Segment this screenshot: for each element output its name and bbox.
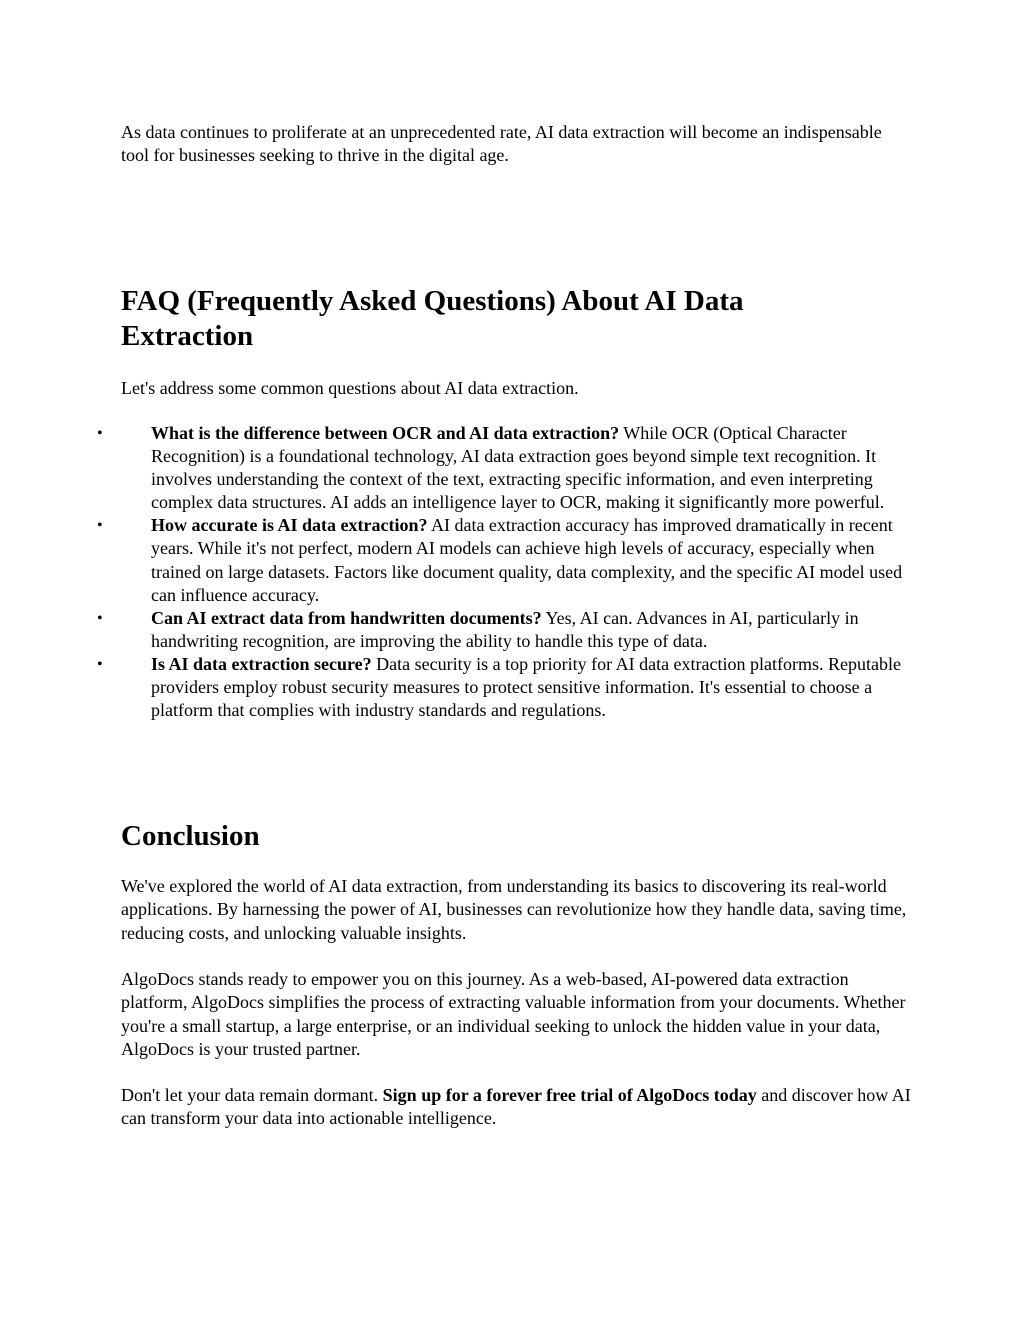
cta-paragraph: [121, 1084, 911, 1131]
intro-paragraph: As data continues to proliferate at an unprecedented rate, AI data extraction will become an indispensable tool for businesses seeking to thrive in the digital age.: [121, 122, 882, 166]
conclusion-heading: Conclusion: [121, 820, 260, 852]
faq-question: How accurate is AI data extraction?: [151, 515, 428, 536]
faq-answer: While OCR (Optical Character Recognition) is a foundational technology, AI data extraction goes beyond simple text recognition. It involves understanding the context of the text, extracting specific information, and even interpreting complex data structures. AI adds an intelligence layer to OCR, making it significantly more powerful.: [151, 423, 885, 513]
cta-block: [121, 1084, 911, 1131]
faq-list: [0, 422, 1024, 722]
faq-heading-block: [121, 284, 821, 354]
faq-item: [0, 422, 911, 514]
faq-answer: Data security is a top priority for AI data extraction platforms. Reputable providers employ robust security measures to protect sensitive information. It's essential to choose a platform that complies with industry standards and regulations.: [151, 653, 901, 721]
faq-answer: Yes, AI can. Advances in AI, particularly in handwriting recognition, are improving the ability to handle this type of data.: [151, 607, 859, 651]
bullet-icon: •: [97, 655, 103, 673]
cta-text-after: and discover how AI can transform your data into actionable intelligence.: [121, 1085, 911, 1129]
faq-item: [0, 653, 911, 722]
conclusion-paragraph-2-block: [121, 968, 911, 1061]
intro-section: [121, 121, 911, 168]
conclusion-paragraph-2: AlgoDocs stands ready to empower you on this journey. As a web-based, AI-powered data extraction platform, AlgoDocs simplifies the process of extracting valuable information from your documents. Whether you're a small startup, a large enterprise, or an individual seeking to unlock the hidden value in your data, AlgoDocs is your trusted partner.: [121, 969, 906, 1059]
conclusion-paragraph-1-block: [121, 875, 911, 945]
conclusion-heading-block: [121, 819, 911, 854]
faq-answer: AI data extraction accuracy has improved dramatically in recent years. While it's not perfect, modern AI models can achieve high levels of accuracy, especially when trained on large datasets. Factors like document quality, data complexity, and the specific AI model used can influence accuracy.: [151, 515, 903, 605]
faq-question: Can AI extract data from handwritten documents?: [151, 607, 542, 628]
faq-lead-paragraph: Let's address some common questions about AI data extraction.: [121, 378, 579, 398]
bullet-icon: •: [97, 425, 103, 442]
cta-text-before: Don't let your data remain dormant.: [121, 1085, 383, 1105]
conclusion-paragraph-1: We've explored the world of AI data extraction, from understanding its basics to discovering its real-world applications. By harnessing the power of AI, businesses can revolutionize how they handle data, saving time, reducing costs, and unlocking valuable insights.: [121, 876, 907, 943]
bullet-icon: •: [97, 609, 103, 627]
cta-emphasis: Sign up for a forever free trial of AlgoDocs today: [382, 1085, 757, 1105]
faq-heading: FAQ (Frequently Asked Questions) About AI Data Extraction: [121, 285, 744, 352]
faq-lead-block: [121, 377, 911, 400]
faq-question: Is AI data extraction secure?: [151, 653, 372, 674]
bullet-icon: •: [97, 517, 103, 535]
faq-item: [0, 607, 911, 653]
faq-question: What is the difference between OCR and AI data extraction?: [151, 423, 620, 443]
faq-item: [0, 514, 911, 606]
